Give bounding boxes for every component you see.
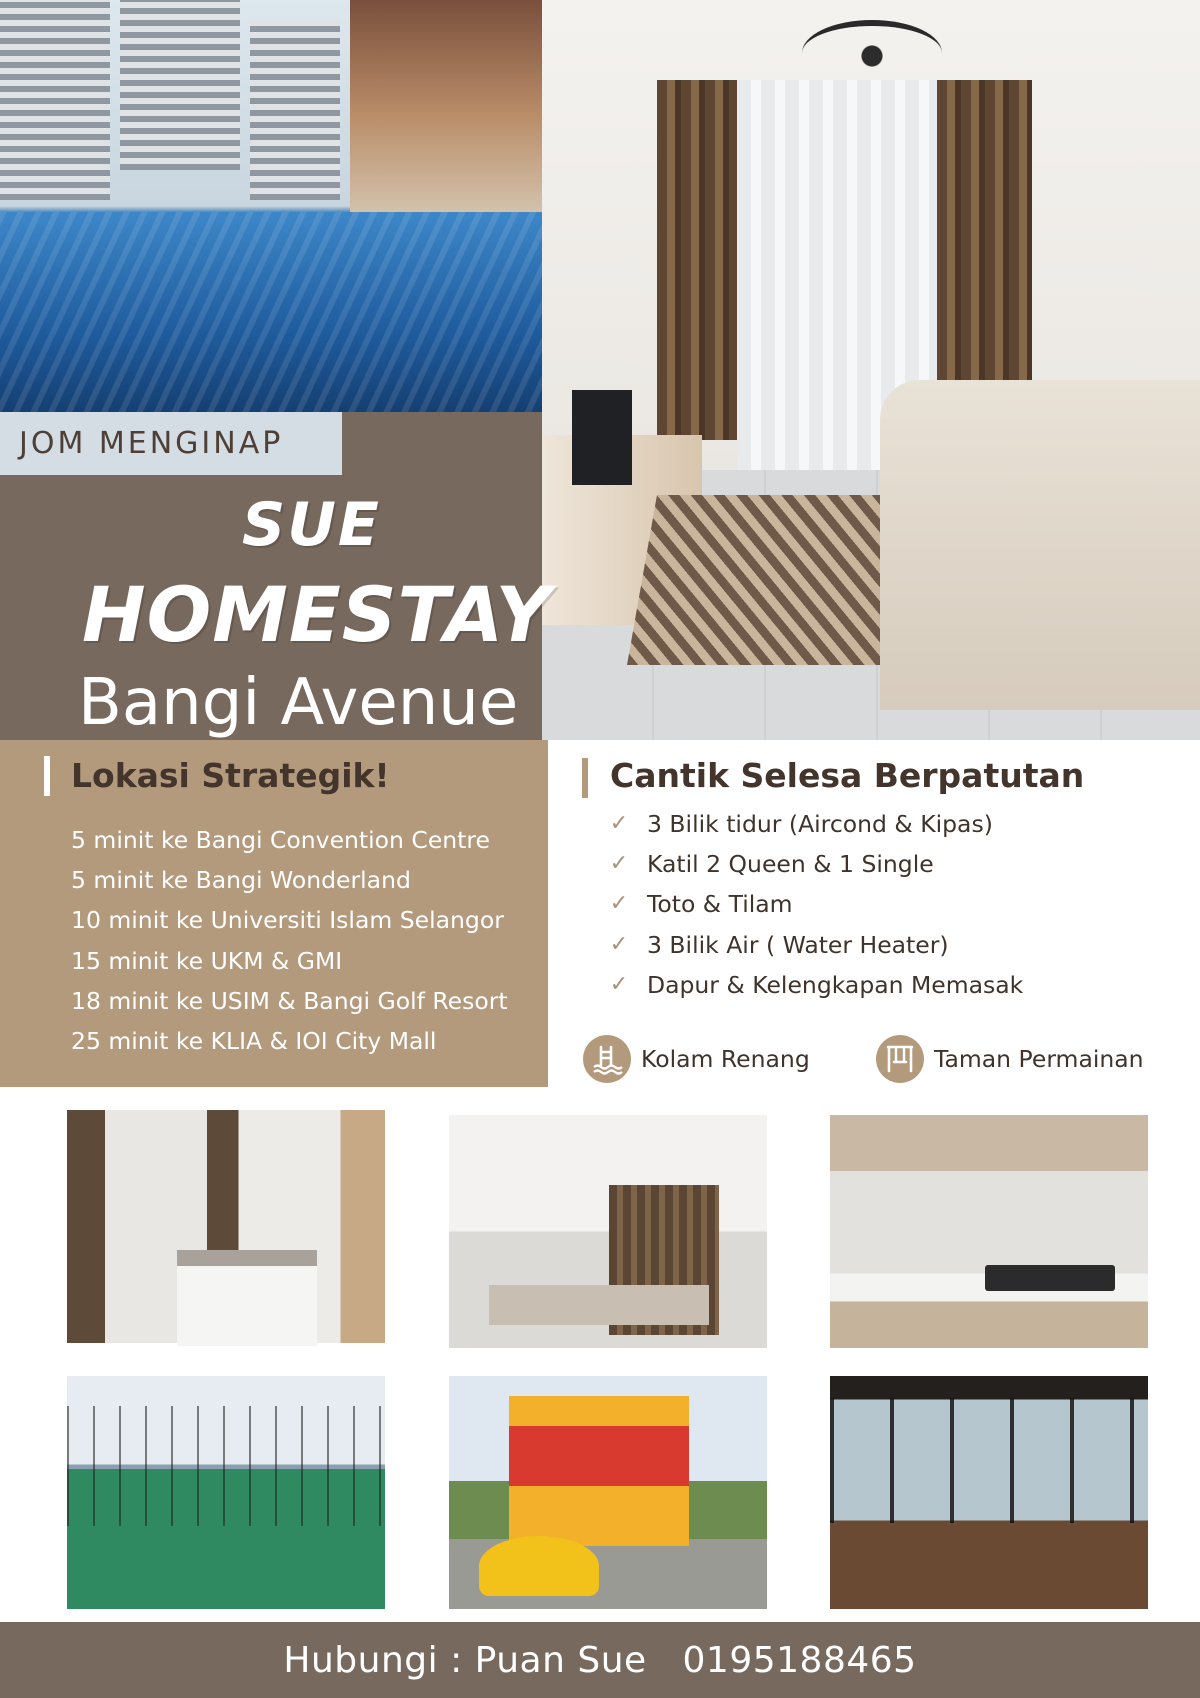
contact-label: Hubungi : Puan Sue [283,1639,647,1681]
list-item: 5 minit ke Bangi Wonderland [71,866,411,895]
bedroom-photo [67,1110,385,1343]
feature-text: 3 Bilik tidur (Aircond & Kipas) [647,810,993,839]
check-icon: ✓ [609,931,629,957]
location-heading: Lokasi Strategik! [71,756,390,795]
title-homestay: HOMESTAY [82,570,552,659]
contact-text [283,1640,916,1681]
list-item: 10 minit ke Universiti Islam Selangor [71,906,504,935]
kitchen-photo [830,1115,1148,1348]
list-item: 25 minit ke KLIA & IOI City Mall [71,1026,437,1055]
features-heading: Cantik Selesa Berpatutan [610,756,1085,795]
features-list [608,804,1023,1005]
pool-water [0,212,548,412]
check-icon: ✓ [609,811,629,837]
playground-photo [449,1376,767,1609]
basketball-court-photo [67,1376,385,1609]
title-location: Bangi Avenue [78,666,519,740]
living-room-photo [542,0,1200,740]
check-icon: ✓ [609,971,629,997]
feature-text: 3 Bilik Air ( Water Heater) [647,930,949,959]
gym-photo [830,1376,1148,1609]
feature-text: Dapur & Kelengkapan Memasak [647,970,1024,999]
tagline-box [0,412,342,475]
amenity-pool [583,1035,810,1083]
heading-accent-bar [582,758,588,798]
building-tower [0,0,110,200]
list-item [608,884,1023,924]
pool-deck [350,0,548,230]
amenity-label: Kolam Renang [641,1045,810,1073]
swimming-pool-icon [583,1035,631,1083]
list-item: 15 minit ke UKM & GMI [71,946,343,975]
ceiling-fan [802,20,942,86]
television [572,390,632,485]
building-tower [120,0,240,170]
playground-swing-icon [876,1035,924,1083]
sofa [880,380,1200,710]
location-list [71,820,508,1061]
list-item [608,804,1023,844]
list-item: 18 minit ke USIM & Bangi Golf Resort [71,986,508,1015]
pool-photo [0,0,548,412]
contact-phone[interactable]: 0195188465 [682,1639,917,1681]
feature-text: Toto & Tilam [647,890,793,919]
check-icon: ✓ [609,851,629,877]
list-item [608,965,1023,1005]
building-tower [250,20,340,200]
list-item [608,844,1023,884]
contact-footer [0,1622,1200,1698]
feature-text: Katil 2 Queen & 1 Single [647,850,934,879]
dining-area-photo [449,1115,767,1348]
heading-accent-bar [44,756,50,796]
check-icon: ✓ [609,891,629,917]
amenity-playground [876,1035,1144,1083]
list-item: 5 minit ke Bangi Convention Centre [71,826,490,854]
list-item [608,925,1023,965]
tagline: JOM MENGINAP [19,426,284,461]
title-sue: SUE [242,490,381,560]
amenity-label: Taman Permainan [934,1045,1144,1073]
